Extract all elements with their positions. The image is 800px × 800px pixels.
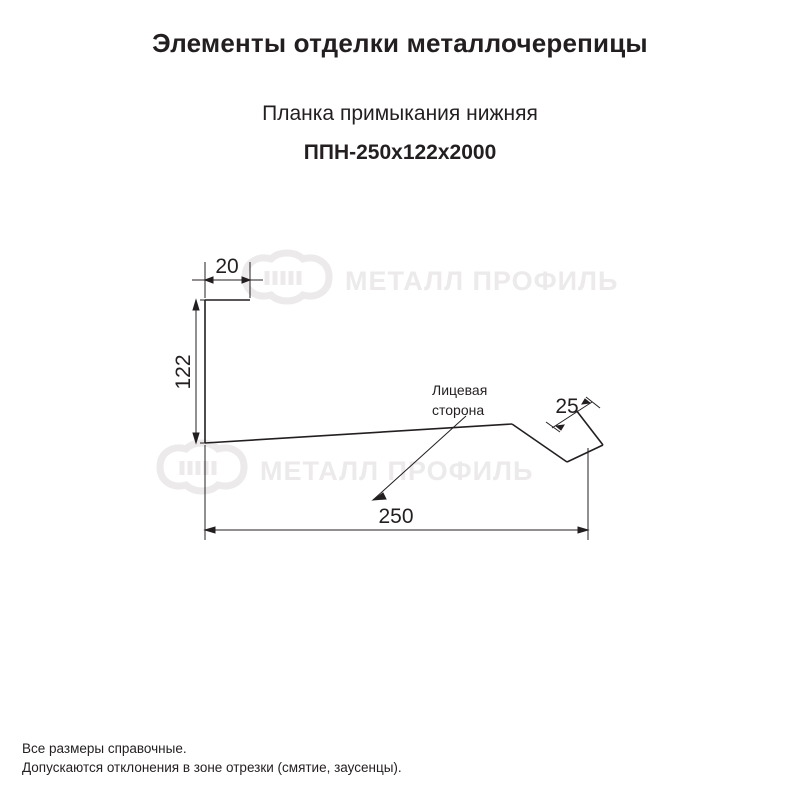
footnote-line-1: Все размеры справочные. xyxy=(22,740,187,756)
dimension-label-25: 25 xyxy=(555,395,579,418)
technical-drawing xyxy=(0,200,800,620)
watermark-group xyxy=(160,253,618,491)
watermark-text-2: МЕТАЛЛ ПРОФИЛЬ xyxy=(260,456,534,486)
product-code: ППН-250x122x2000 xyxy=(303,141,497,164)
dimension-label-20: 20 xyxy=(215,255,239,278)
page-title: Элементы отделки металлочерепицы xyxy=(152,28,648,58)
dimension-label-250: 250 xyxy=(378,505,414,528)
product-subtitle: Планка примыкания нижняя xyxy=(262,102,538,125)
front-side-label-line1: Лицевая xyxy=(432,382,488,398)
front-side-label-line2: сторона xyxy=(432,402,485,418)
watermark-text: МЕТАЛЛ ПРОФИЛЬ xyxy=(345,266,619,296)
profile-outline xyxy=(205,300,603,462)
dimension-label-122: 122 xyxy=(172,354,195,390)
footnote-line-2: Допускаются отклонения в зоне отрезки (смятие, заусенцы). xyxy=(22,760,402,776)
footnotes xyxy=(22,739,402,778)
